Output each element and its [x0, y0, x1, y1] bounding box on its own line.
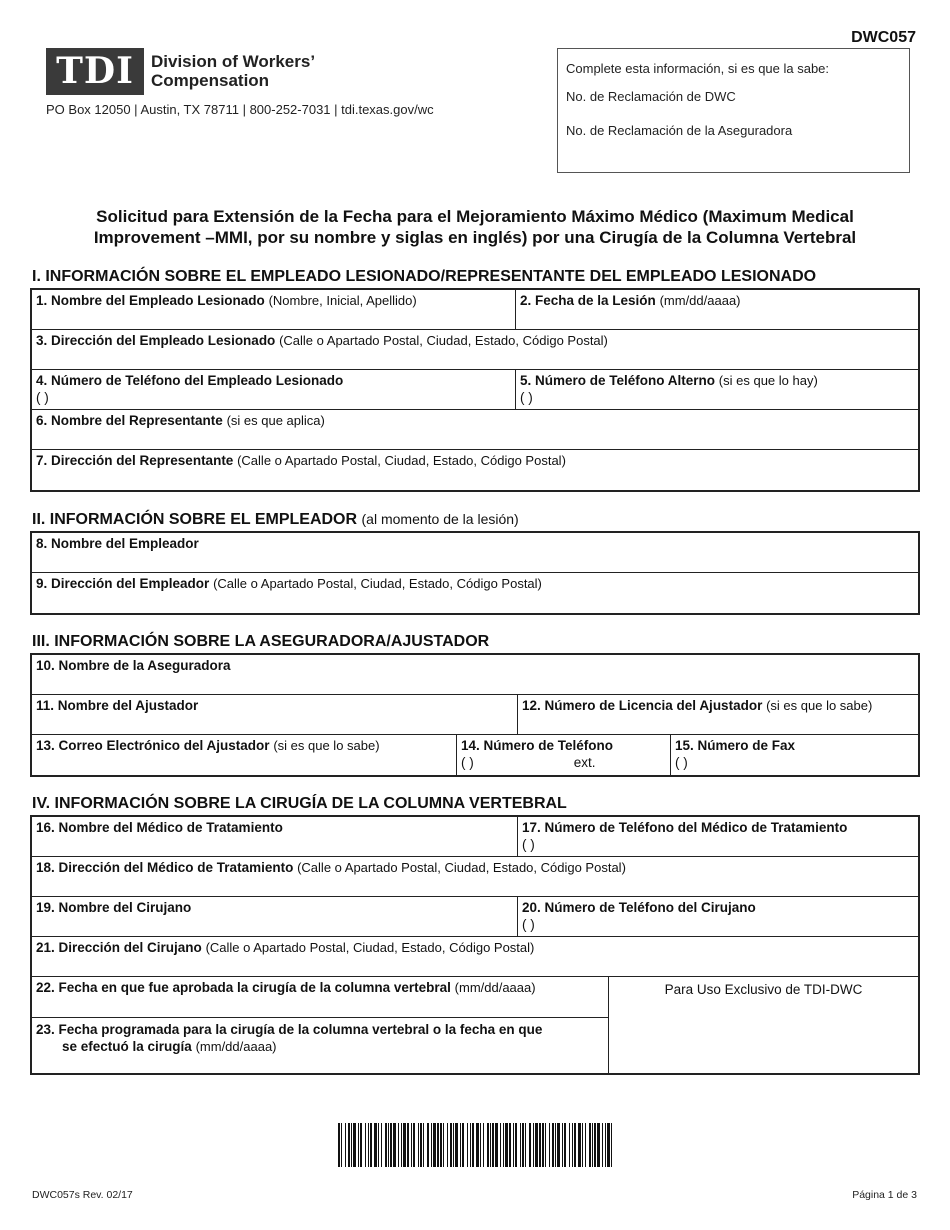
barcode-bar	[378, 1123, 379, 1167]
barcode-bar	[360, 1123, 362, 1167]
barcode-bar	[582, 1123, 583, 1167]
barcode-bar	[420, 1123, 422, 1167]
section1-row1	[32, 290, 918, 330]
barcode-bar	[495, 1123, 498, 1167]
barcode-bar	[467, 1123, 468, 1167]
employer-name-field[interactable]: 8. Nombre del Empleador	[36, 536, 199, 551]
form-code: DWC057	[851, 29, 916, 46]
barcode-bar	[503, 1123, 504, 1167]
barcode-bar	[427, 1123, 429, 1167]
section4-row2	[32, 857, 918, 897]
barcode-bar	[509, 1123, 511, 1167]
carrier-claim-field[interactable]: No. de Reclamación de la Aseguradora	[566, 123, 793, 138]
barcode-bar	[490, 1123, 491, 1167]
form-revision: DWC057s Rev. 02/17	[32, 1189, 133, 1201]
barcode-bar	[351, 1123, 352, 1167]
adjuster-fax-field[interactable]: 15. Número de Fax ( )	[675, 738, 796, 770]
surgery-scheduled-date-field[interactable]: 23. Fecha programada para la cirugía de la columna vertebral o la fecha en que se efectuó la cirugía (mm/dd/aaaa)	[32, 1017, 608, 1071]
barcode-bar	[592, 1123, 593, 1167]
barcode-bar	[605, 1123, 606, 1167]
barcode-bar	[483, 1123, 484, 1167]
section1-row5	[32, 450, 918, 490]
claim-info-box	[557, 48, 910, 173]
section4-row5	[32, 977, 918, 1073]
barcode-bar	[597, 1123, 600, 1167]
barcode-bar	[522, 1123, 524, 1167]
title-line1: Solicitud para Extensión de la Fecha para el Mejoramiento Máximo Médico (Maximum Medical	[96, 207, 854, 226]
barcode-bar	[525, 1123, 526, 1167]
barcode-bar	[365, 1123, 366, 1167]
tdi-logo: TDI	[46, 48, 144, 95]
section4-row3	[32, 897, 918, 937]
barcode-bar	[443, 1123, 444, 1167]
alternate-phone-field[interactable]: 5. Número de Teléfono Alterno (si es que lo hay) ( )	[520, 373, 818, 405]
barcode-bar	[433, 1123, 436, 1167]
section4-table	[30, 815, 920, 1075]
barcode-bar	[338, 1123, 340, 1167]
barcode-bar	[374, 1123, 377, 1167]
surgery-dates-column	[32, 977, 609, 1073]
dwc-claim-field[interactable]: No. de Reclamación de DWC	[566, 89, 736, 104]
barcode-bar	[440, 1123, 442, 1167]
title-line2: Improvement –MMI, por su nombre y siglas en inglés) por una Cirugía de la Columna Vertebral	[93, 228, 857, 247]
treating-doctor-phone-field[interactable]: 17. Número de Teléfono del Médico de Tratamiento ( )	[522, 820, 848, 852]
barcode-bar	[611, 1123, 612, 1167]
employer-address-field[interactable]: 9. Dirección del Empleador (Calle o Apartado Postal, Ciudad, Estado, Código Postal)	[36, 576, 542, 591]
barcode-bar	[407, 1123, 409, 1167]
barcode-bar	[358, 1123, 359, 1167]
barcode-bar	[411, 1123, 412, 1167]
barcode-bar	[341, 1123, 342, 1167]
barcode-bar	[423, 1123, 424, 1167]
section4-row1	[32, 817, 918, 857]
adjuster-phone-field[interactable]: 14. Número de Teléfono ( ) ext.	[457, 735, 671, 775]
barcode-bar	[348, 1123, 350, 1167]
barcode-bar	[505, 1123, 508, 1167]
barcode-bar	[552, 1123, 554, 1167]
barcode-bar	[381, 1123, 382, 1167]
section2-table	[30, 531, 920, 615]
treating-doctor-address-field[interactable]: 18. Dirección del Médico de Tratamiento (Calle o Apartado Postal, Ciudad, Estado, Código Postal)	[36, 860, 626, 875]
logo-line2: Compensation	[151, 71, 270, 90]
section1-heading: I. INFORMACIÓN SOBRE EL EMPLEADO LESIONADO/REPRESENTANTE DEL EMPLEADO LESIONADO	[32, 268, 817, 285]
claim-intro: Complete esta información, si es que la sabe:	[566, 61, 830, 76]
barcode-bar	[535, 1123, 538, 1167]
barcode-bar	[487, 1123, 489, 1167]
barcode-bar	[398, 1123, 399, 1167]
barcode-image	[338, 1123, 612, 1167]
surgery-approval-date-field[interactable]: 22. Fecha en que fue aprobada la cirugía de la columna vertebral (mm/dd/aaaa)	[36, 980, 536, 995]
section1-row2	[32, 330, 918, 370]
barcode-bar	[549, 1123, 550, 1167]
representative-address-field[interactable]: 7. Dirección del Representante (Calle o Apartado Postal, Ciudad, Estado, Código Postal)	[36, 453, 566, 468]
section4-row4	[32, 937, 918, 977]
barcode-bar	[353, 1123, 356, 1167]
injury-date-field[interactable]: 2. Fecha de la Lesión (mm/dd/aaaa)	[520, 293, 741, 308]
barcode-bar	[476, 1123, 479, 1167]
barcode-bar	[393, 1123, 396, 1167]
barcode-bar	[594, 1123, 596, 1167]
barcode-bar	[431, 1123, 432, 1167]
barcode-bar	[529, 1123, 531, 1167]
barcode-bar	[515, 1123, 517, 1167]
barcode-bar	[480, 1123, 481, 1167]
barcode-bar	[388, 1123, 389, 1167]
barcode-bar	[385, 1123, 387, 1167]
representative-name-field[interactable]: 6. Nombre del Representante (si es que aplica)	[36, 413, 325, 428]
adjuster-name-field[interactable]: 11. Nombre del Ajustador	[32, 695, 518, 734]
carrier-name-field[interactable]: 10. Nombre de la Aseguradora	[36, 658, 231, 673]
barcode-bar	[453, 1123, 454, 1167]
barcode-bar	[602, 1123, 603, 1167]
barcode-bar	[413, 1123, 415, 1167]
barcode-bar	[578, 1123, 581, 1167]
page-title	[30, 206, 920, 248]
barcode-bar	[574, 1123, 576, 1167]
barcode-bar	[447, 1123, 448, 1167]
barcode-bar	[542, 1123, 544, 1167]
barcode-bar	[462, 1123, 464, 1167]
logo-line1: Division of Workers’	[151, 52, 316, 71]
injured-employee-name-field[interactable]: 1. Nombre del Empleado Lesionado (Nombre, Inicial, Apellido)	[32, 290, 516, 329]
barcode-bar	[572, 1123, 573, 1167]
barcode-bar	[370, 1123, 372, 1167]
barcode-bar	[418, 1123, 419, 1167]
section3-row1	[32, 655, 918, 695]
barcode-bar	[401, 1123, 402, 1167]
barcode-bar	[470, 1123, 471, 1167]
barcode-bar	[437, 1123, 439, 1167]
treating-doctor-name-field[interactable]: 16. Nombre del Médico de Tratamiento	[32, 817, 518, 856]
barcode-bar	[368, 1123, 369, 1167]
section3-row3	[32, 735, 918, 775]
section1-table	[30, 288, 920, 492]
barcode-bar	[450, 1123, 452, 1167]
barcode-bar	[607, 1123, 610, 1167]
surgeon-address-field[interactable]: 21. Dirección del Cirujano (Calle o Apartado Postal, Ciudad, Estado, Código Postal)	[36, 940, 535, 955]
barcode-bar	[520, 1123, 521, 1167]
office-use-box: Para Uso Exclusivo de TDI-DWC	[664, 982, 863, 997]
section3-table	[30, 653, 920, 777]
barcode-bar	[492, 1123, 494, 1167]
section3-heading: III. INFORMACIÓN SOBRE LA ASEGURADORA/AJUSTADOR	[32, 633, 490, 650]
surgeon-name-field[interactable]: 19. Nombre del Cirujano	[32, 897, 518, 936]
injured-employee-address-field[interactable]: 3. Dirección del Empleado Lesionado (Calle o Apartado Postal, Ciudad, Estado, Código Postal)	[36, 333, 608, 348]
employee-phone-field[interactable]: 4. Número de Teléfono del Empleado Lesionado ( )	[32, 370, 516, 409]
barcode-bar	[555, 1123, 556, 1167]
barcode-bar	[564, 1123, 566, 1167]
barcode-bar	[539, 1123, 541, 1167]
barcode-bar	[557, 1123, 560, 1167]
section2-row1	[32, 533, 918, 573]
barcode-bar	[472, 1123, 474, 1167]
section3-row2	[32, 695, 918, 735]
adjuster-email-field[interactable]: 13. Correo Electrónico del Ajustador (si es que lo sabe)	[32, 735, 457, 775]
barcode-bar	[460, 1123, 461, 1167]
section4-heading: IV. INFORMACIÓN SOBRE LA CIRUGÍA DE LA COLUMNA VERTEBRAL	[32, 795, 567, 812]
contact-info: PO Box 12050 | Austin, TX 78711 | 800-252-7031 | tdi.texas.gov/wc	[46, 102, 434, 117]
section1-row3	[32, 370, 918, 410]
barcode-bar	[345, 1123, 346, 1167]
barcode-bar	[403, 1123, 406, 1167]
barcode-bar	[589, 1123, 591, 1167]
barcode-bar	[455, 1123, 458, 1167]
page-number: Página 1 de 3	[852, 1189, 917, 1201]
barcode-bar	[513, 1123, 514, 1167]
adjuster-license-field[interactable]: 12. Número de Licencia del Ajustador (si es que lo sabe)	[522, 698, 873, 713]
barcode-bar	[545, 1123, 546, 1167]
logo-text	[151, 52, 315, 90]
barcode-bar	[562, 1123, 563, 1167]
barcode-bar	[500, 1123, 501, 1167]
barcode-bar	[569, 1123, 570, 1167]
barcode-bar	[390, 1123, 392, 1167]
section2-row2	[32, 573, 918, 613]
section1-row4	[32, 410, 918, 450]
barcode-bar	[533, 1123, 534, 1167]
barcode-bar	[585, 1123, 586, 1167]
section2-heading: II. INFORMACIÓN SOBRE EL EMPLEADOR (al momento de la lesión)	[32, 511, 519, 528]
surgeon-phone-field[interactable]: 20. Número de Teléfono del Cirujano ( )	[522, 900, 756, 932]
